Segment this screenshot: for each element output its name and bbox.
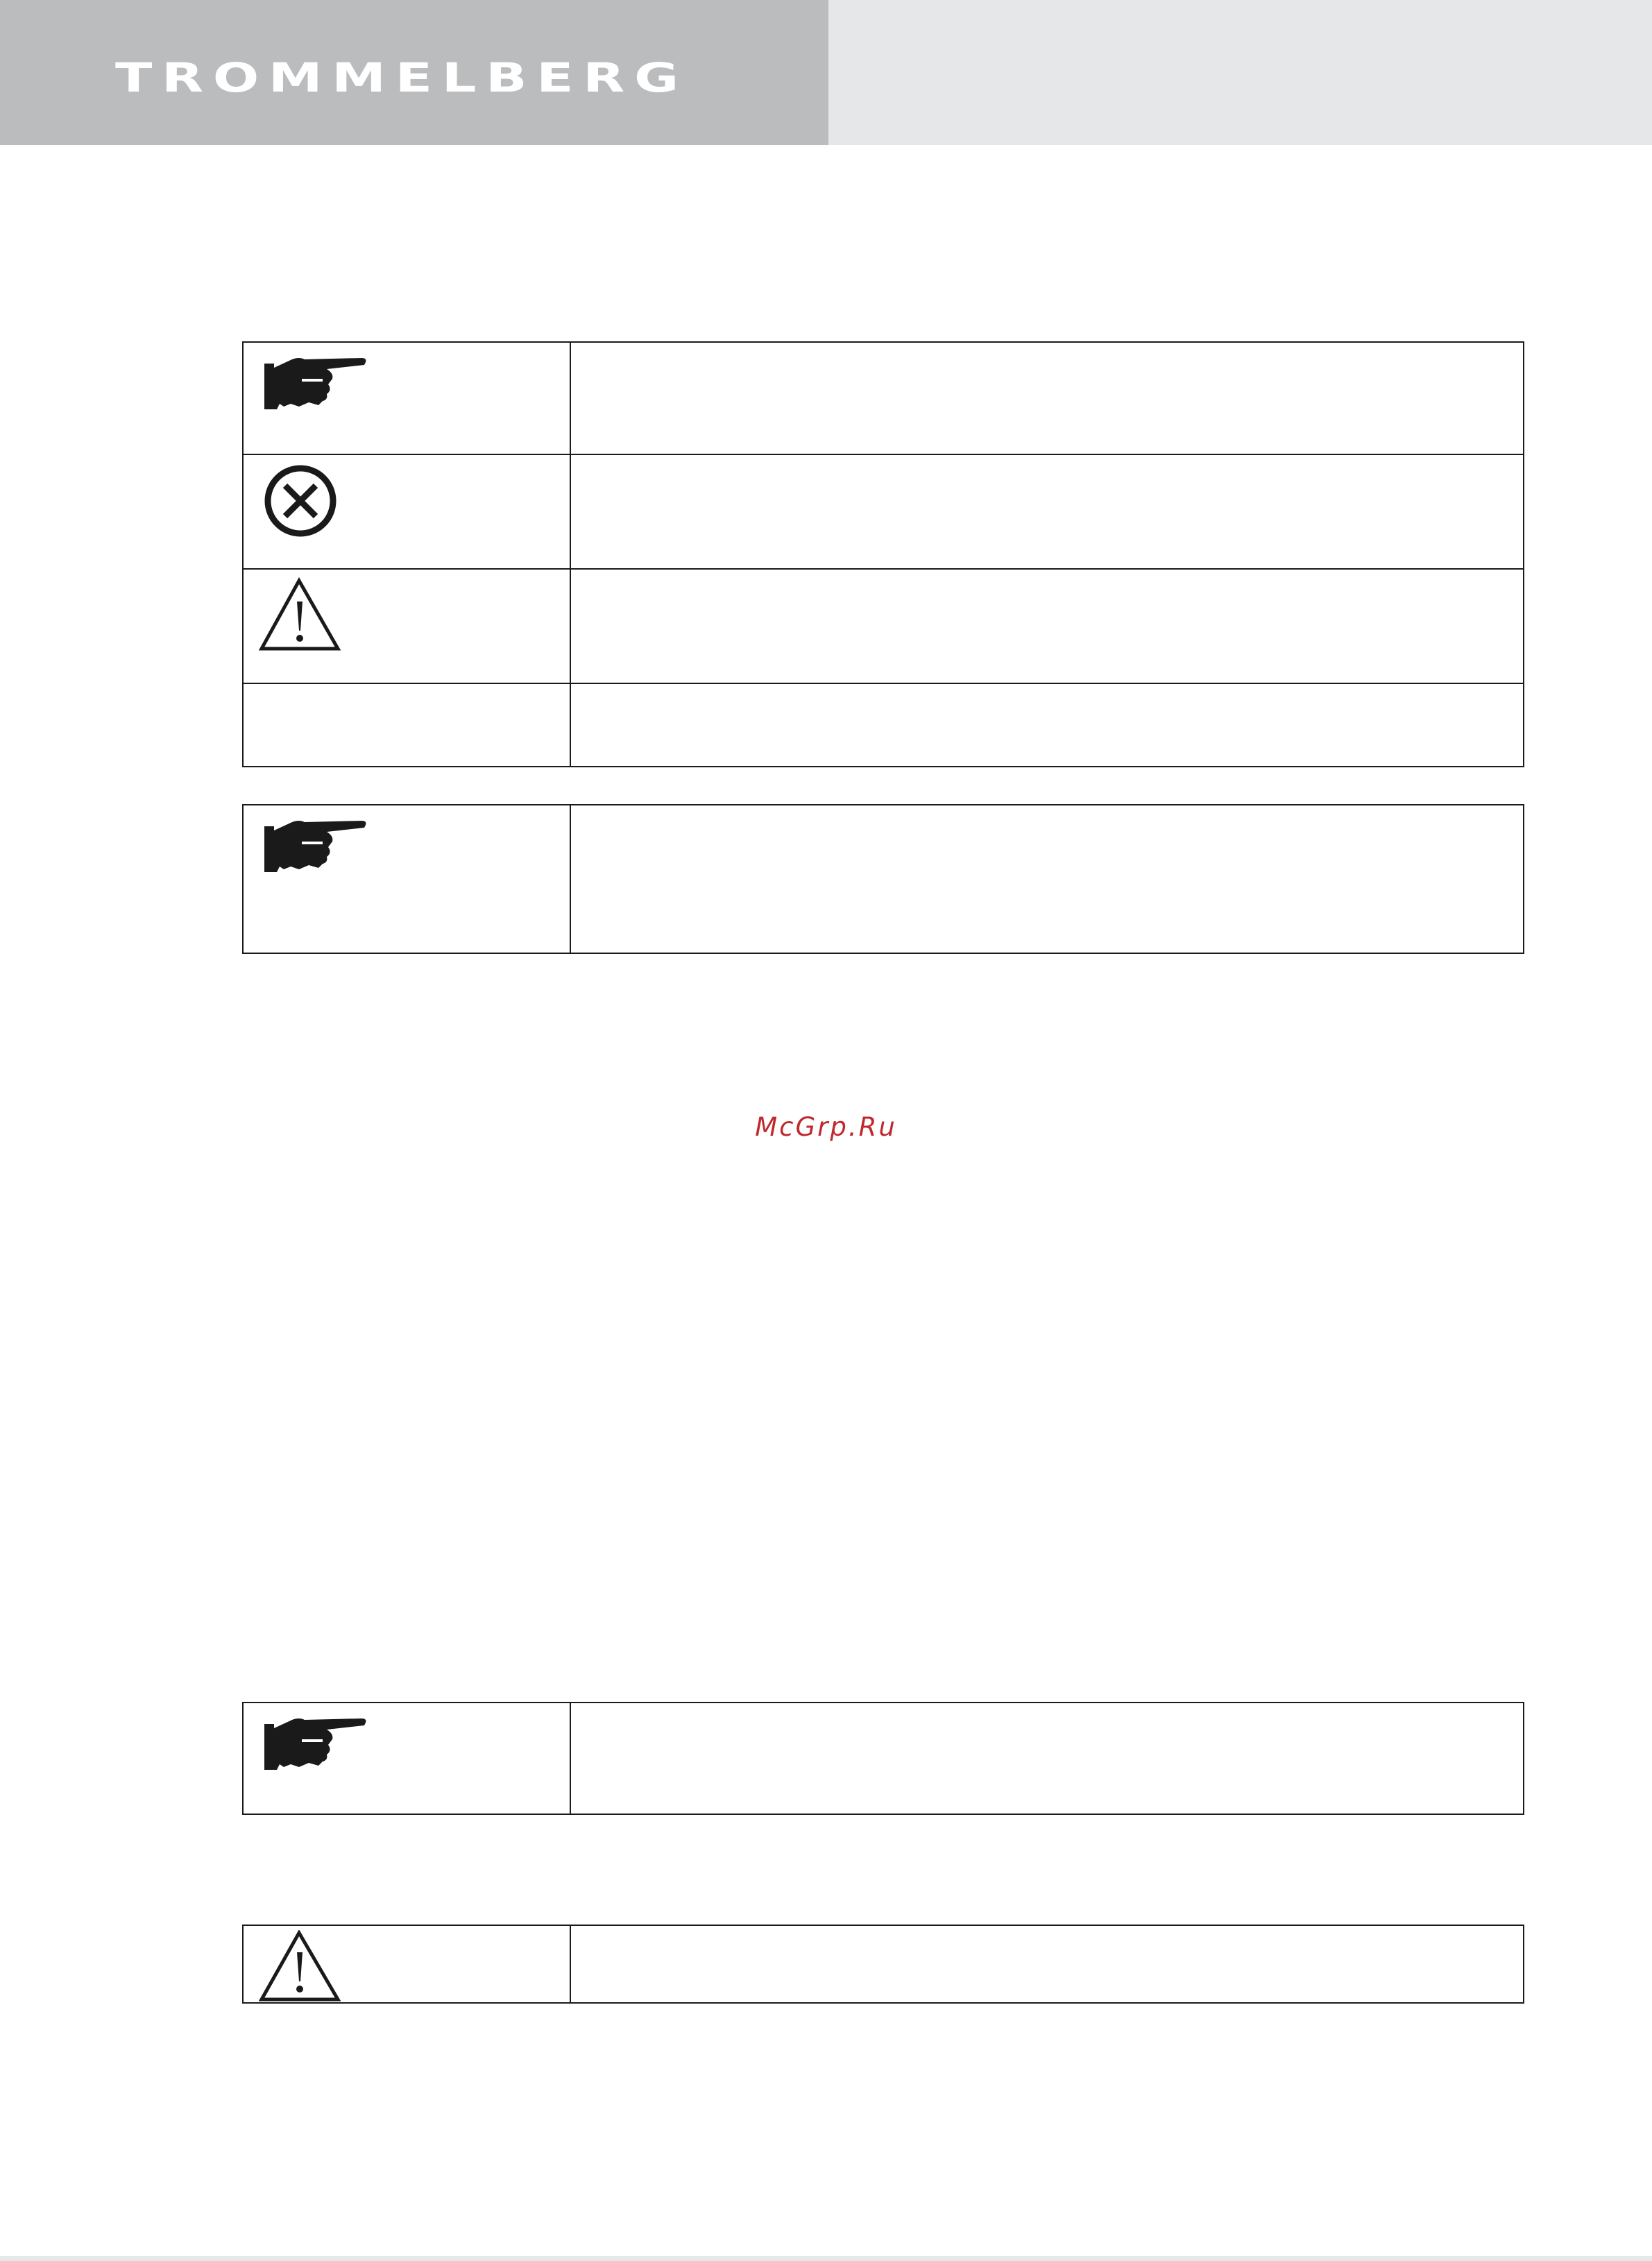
icon-cell (243, 342, 570, 454)
icon-cell (243, 1925, 570, 2003)
icon-cell (243, 805, 570, 953)
text-cell (570, 454, 1524, 569)
icon-cell (243, 569, 570, 683)
table-row (243, 683, 1524, 767)
warning-triangle-icon (259, 577, 349, 653)
table-row (243, 454, 1524, 569)
table-row (243, 569, 1524, 683)
warning-table (242, 1925, 1524, 2004)
pointing-hand-icon (260, 812, 371, 875)
icon-cell (243, 454, 570, 569)
table-row (243, 342, 1524, 454)
text-cell (570, 569, 1524, 683)
crossed-circle-icon (263, 462, 343, 540)
icon-cell (243, 1703, 570, 1814)
header-band-right (828, 0, 1652, 145)
icon-cell (243, 683, 570, 767)
text-cell (570, 1925, 1524, 2003)
note-table (242, 1702, 1524, 1815)
table-row (243, 1703, 1524, 1814)
text-cell (570, 1703, 1524, 1814)
text-cell (570, 683, 1524, 767)
warning-triangle-icon (259, 1930, 349, 2002)
watermark: McGrp.Ru (755, 1112, 897, 1142)
table-row (243, 805, 1524, 953)
brand-logo: TROMMELBERG (115, 54, 688, 101)
pointing-hand-icon (260, 1710, 371, 1773)
text-cell (570, 805, 1524, 953)
footer-rule (0, 2256, 1652, 2261)
table-row (243, 1925, 1524, 2003)
text-cell (570, 342, 1524, 454)
pointing-hand-icon (260, 350, 371, 412)
note-table (242, 804, 1524, 954)
symbols-table (242, 341, 1524, 767)
